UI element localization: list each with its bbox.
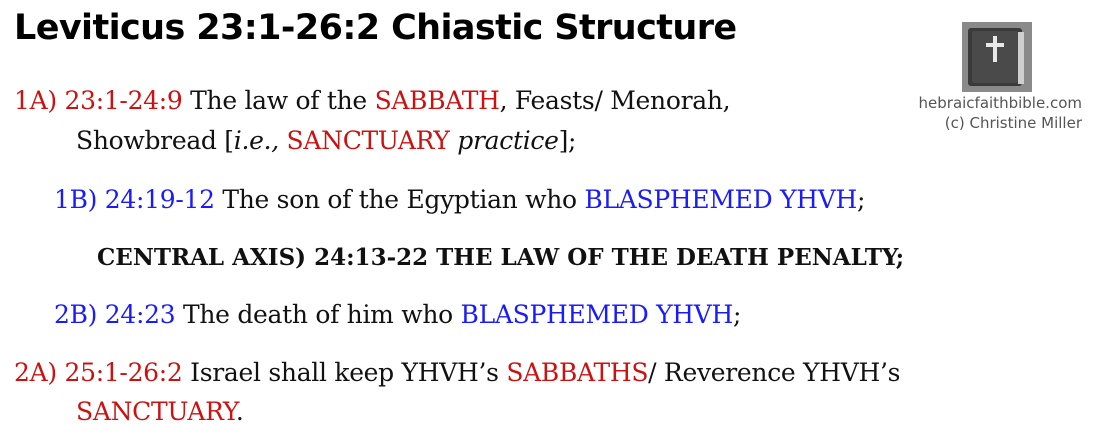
item-label: 1A) — [14, 86, 57, 115]
item-reference: 25:1-26:2 — [64, 358, 183, 387]
item-reference: 24:19-12 — [104, 185, 215, 214]
item-text: Showbread [ — [76, 126, 234, 155]
item-highlight: BLASPHEMED YHVH — [584, 185, 857, 214]
page-title: Leviticus 23:1-26:2 Chiastic Structure — [14, 8, 737, 48]
credit-copyright: (c) Christine Miller — [944, 114, 1082, 132]
item-text: The death of him who — [183, 300, 461, 329]
item-2b — [54, 302, 741, 327]
item-label: 2A) — [14, 358, 57, 387]
item-text: The son of the Egyptian who — [222, 185, 585, 214]
credit-site: hebraicfaithbible.com — [918, 94, 1082, 112]
item-label: 2B) — [54, 300, 98, 329]
item-text: The law of the — [190, 86, 375, 115]
item-highlight: SANCTUARY — [76, 397, 236, 426]
item-text: ]; — [558, 126, 577, 155]
item-text: ; — [856, 185, 866, 214]
item-2a — [14, 360, 900, 385]
item-text: Israel shall keep YHVH’s — [190, 358, 507, 387]
item-highlight: SABBATHS — [506, 358, 649, 387]
item-highlight: SANCTUARY — [286, 126, 450, 155]
item-italic-text: i.e., — [233, 126, 279, 155]
item-text: ; — [733, 300, 742, 329]
item-text: , Feasts/ Menorah, — [499, 86, 731, 115]
item-italic-text: practice — [457, 126, 559, 155]
item-text: . — [235, 397, 244, 426]
item-text — [279, 126, 287, 155]
item-2a-continued — [76, 399, 244, 424]
bible-book-icon — [962, 22, 1032, 92]
item-reference: 24:23 — [104, 300, 176, 329]
item-label: 1B) — [54, 185, 98, 214]
item-1b — [54, 187, 865, 212]
item-1a — [14, 88, 730, 113]
item-1a-continued — [76, 128, 576, 153]
item-text: / Reverence YHVH’s — [648, 358, 901, 387]
item-highlight: BLASPHEMED YHVH — [460, 300, 734, 329]
item-reference: 23:1-24:9 — [64, 86, 183, 115]
central-axis: CENTRAL AXIS) 24:13-22 THE LAW OF THE DEATH PENALTY; — [97, 244, 905, 271]
item-highlight: SABBATH — [374, 86, 500, 115]
